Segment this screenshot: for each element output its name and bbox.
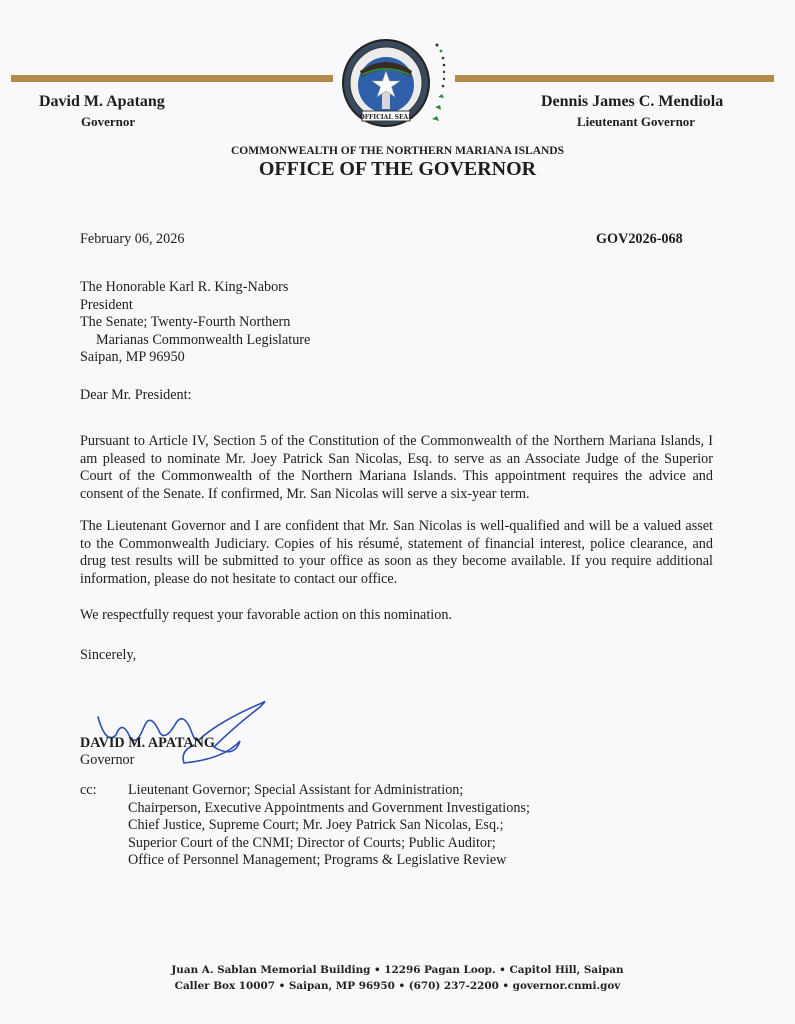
signatory-title: Governor (80, 752, 135, 768)
reference-number: GOV2026-068 (596, 231, 683, 247)
governor-name: David M. Apatang (39, 93, 165, 110)
cc-line: Office of Personnel Management; Programs & Legislative Review (128, 852, 507, 869)
recipient-line: President (80, 296, 133, 313)
body-paragraph: We respectfully request your favorable action on this nomination. (80, 607, 452, 623)
closing: Sincerely, (80, 647, 137, 663)
governor-title: Governor (81, 114, 136, 129)
recipient-address (80, 279, 310, 367)
cc-line: Superior Court of the CNMI; Director of Courts; Public Auditor; (128, 834, 496, 851)
signatory-name: DAVID M. APATANG (80, 735, 215, 751)
recipient-line: Marianas Commonwealth Legislature (96, 331, 311, 348)
footer-address (0, 962, 795, 994)
body-paragraph: The Lieutenant Governor and I are confident that Mr. San Nicolas is well-qualified and will be a valued asset to the Commonwealth Judiciary. Copies of his résumé, statement of financial interest, police clearance, and drug test results will be submitted to your office as soon as they become available. If you require additional information, please do not hesitate to contact our office. (80, 518, 713, 587)
recipient-line: The Honorable Karl R. King-Nabors (80, 279, 289, 295)
letter-date: February 06, 2026 (80, 231, 185, 247)
office-heading: OFFICE OF THE GOVERNOR (258, 158, 537, 180)
official-seal-icon (340, 33, 460, 133)
cc-list (128, 782, 530, 870)
cc-label: cc: (80, 782, 97, 798)
cc-line: Chief Justice, Supreme Court; Mr. Joey Patrick San Nicolas, Esq.; (128, 817, 504, 834)
recipient-line: The Senate; Twenty-Fourth Northern (80, 314, 291, 331)
lieutenant-governor-name: Dennis James C. Mendiola (541, 93, 724, 110)
recipient-line: Saipan, MP 96950 (80, 349, 185, 366)
salutation: Dear Mr. President: (80, 387, 192, 403)
lieutenant-governor-title: Lieutenant Governor (577, 114, 696, 129)
jurisdiction-heading: COMMONWEALTH OF THE NORTHERN MARIANA ISLANDS (230, 145, 565, 157)
cc-line: Chairperson, Executive Appointments and Government Investigations; (128, 799, 530, 816)
footer-line-2: Caller Box 10007 • Saipan, MP 96950 • (670) 237-2200 • governor.cnmi.gov (174, 980, 621, 992)
footer-line-1: Juan A. Sablan Memorial Building • 12296 Pagan Loop. • Capitol Hill, Saipan (171, 964, 624, 976)
header-rule-left (11, 75, 333, 82)
body-paragraph: Pursuant to Article IV, Section 5 of the Constitution of the Commonwealth of the Northern Mariana Islands, I am pleased to nominate Mr. Joey Patrick San Nicolas, Esq. to serve as an Associate Judge of the Superior Court of the Commonwealth of the Northern Mariana Islands. This appointment requires the advice and consent of the Senate. If confirmed, Mr. San Nicolas will serve a six-year term. (80, 433, 713, 502)
header-rule-right (455, 75, 774, 82)
svg-text:OFFICIAL SEAL: OFFICIAL SEAL (359, 114, 413, 121)
cc-line: Lieutenant Governor; Special Assistant for Administration; (128, 782, 464, 798)
